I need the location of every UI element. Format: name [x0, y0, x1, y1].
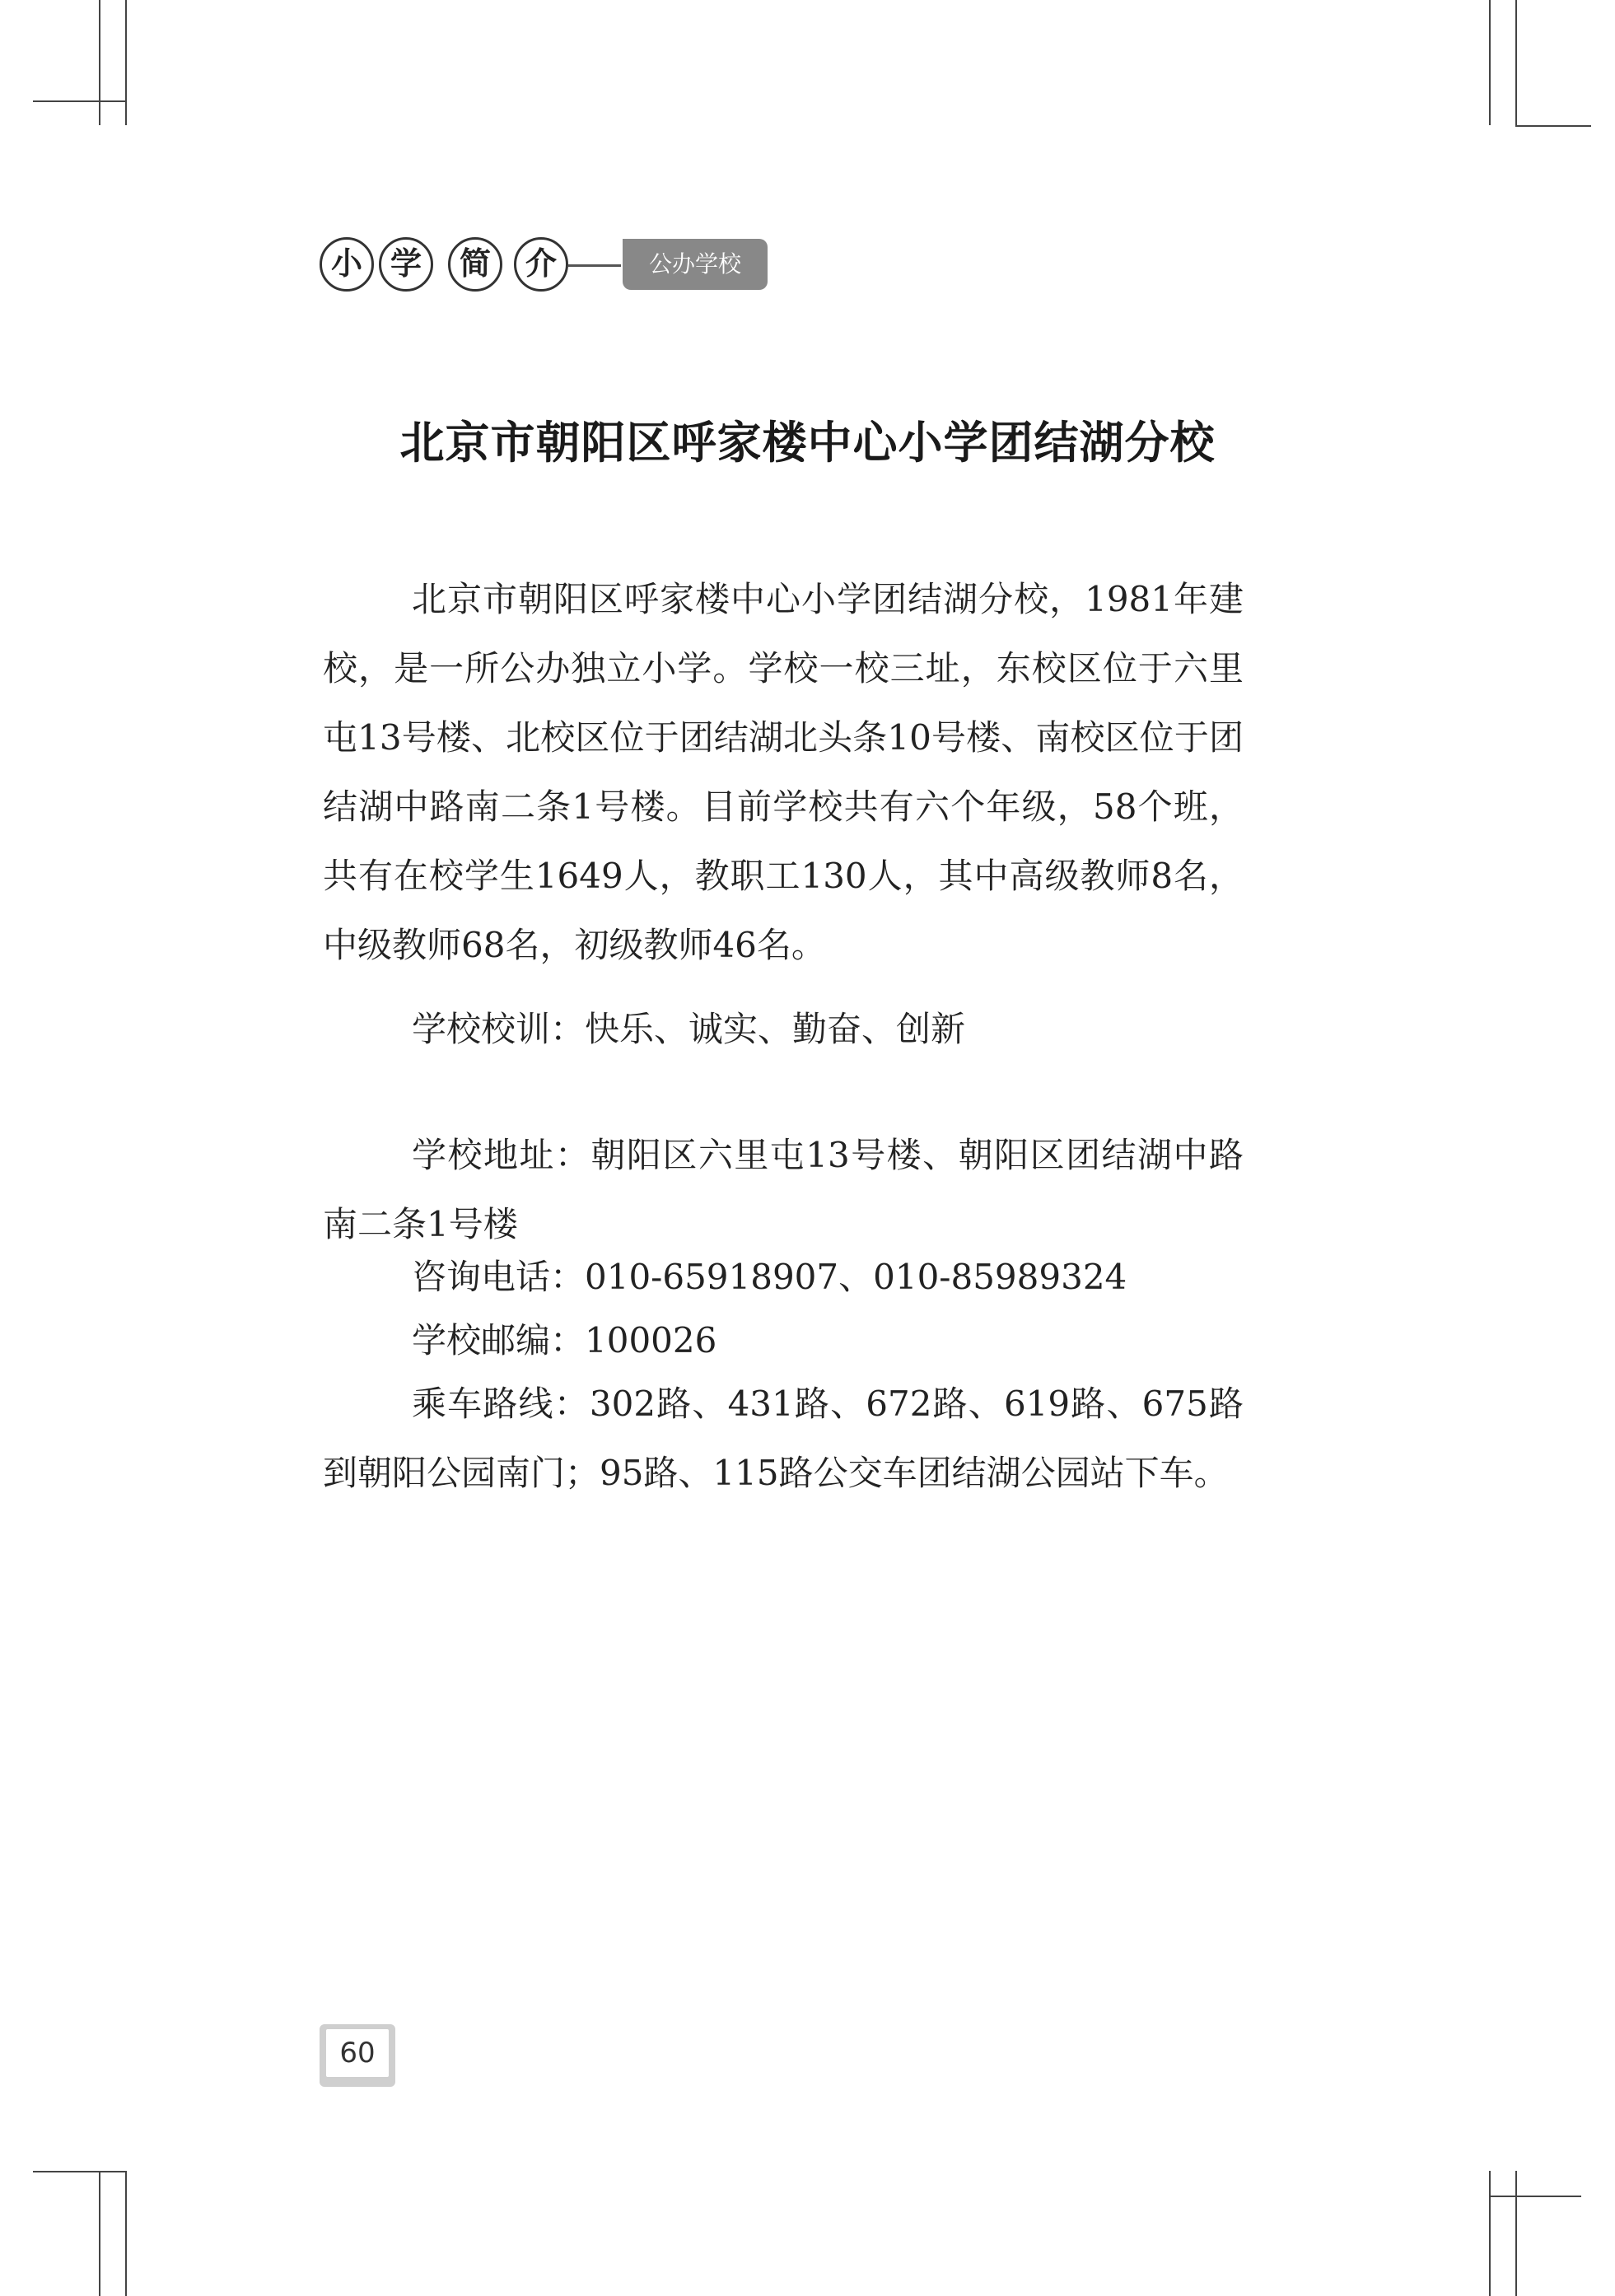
crop-mark [33, 2171, 125, 2172]
crop-mark [1515, 125, 1591, 127]
phone-paragraph: 咨询电话：010-65918907、010-85989324 [412, 1257, 1127, 1297]
page-number: 60 [326, 2029, 389, 2077]
motto-paragraph: 学校校训：快乐、诚实、勤奋、创新 [412, 1009, 966, 1049]
crop-mark [1515, 0, 1517, 125]
crop-mark [99, 2171, 100, 2296]
header-connector [568, 264, 621, 267]
crop-mark [125, 0, 127, 125]
crop-mark [1489, 0, 1491, 125]
crop-mark [33, 100, 125, 102]
address-paragraph: 学校地址：朝阳区六里屯13号楼、朝阳区团结湖中路南二条1号楼 [323, 1135, 1244, 1244]
crop-mark [1515, 2171, 1517, 2296]
header-char: 小 [320, 237, 374, 292]
page-title: 北京市朝阳区呼家楼中心小学团结湖分校 [399, 417, 1216, 469]
crop-mark [1489, 2171, 1491, 2296]
transit-paragraph: 乘车路线：302路、431路、672路、619路、675路到朝阳公园南门；95路、115路公交车团结湖公园站下车。 [323, 1384, 1244, 1493]
intro-paragraph: 北京市朝阳区呼家楼中心小学团结湖分校，1981年建校，是一所公办独立小学。学校一校三址，东校区位于六里屯13号楼、北校区位于团结湖北头条10号楼、南校区位于团结湖中路南二条1号楼。目前学校共有六个年级，58个班，共有在校学生1649人，教职工130人，其中高级教师8名，中级教师68名，初级教师46名。 [323, 579, 1244, 965]
header-char: 介 [514, 237, 568, 292]
crop-mark [125, 2171, 127, 2296]
postcode-paragraph: 学校邮编：100026 [412, 1320, 717, 1360]
crop-mark [99, 0, 100, 125]
crop-mark [1489, 2196, 1581, 2197]
header-char: 简 [448, 237, 502, 292]
page-number-box [320, 2024, 395, 2087]
header-char: 学 [379, 237, 433, 292]
section-header [320, 237, 781, 295]
category-badge: 公办学校 [623, 239, 768, 290]
